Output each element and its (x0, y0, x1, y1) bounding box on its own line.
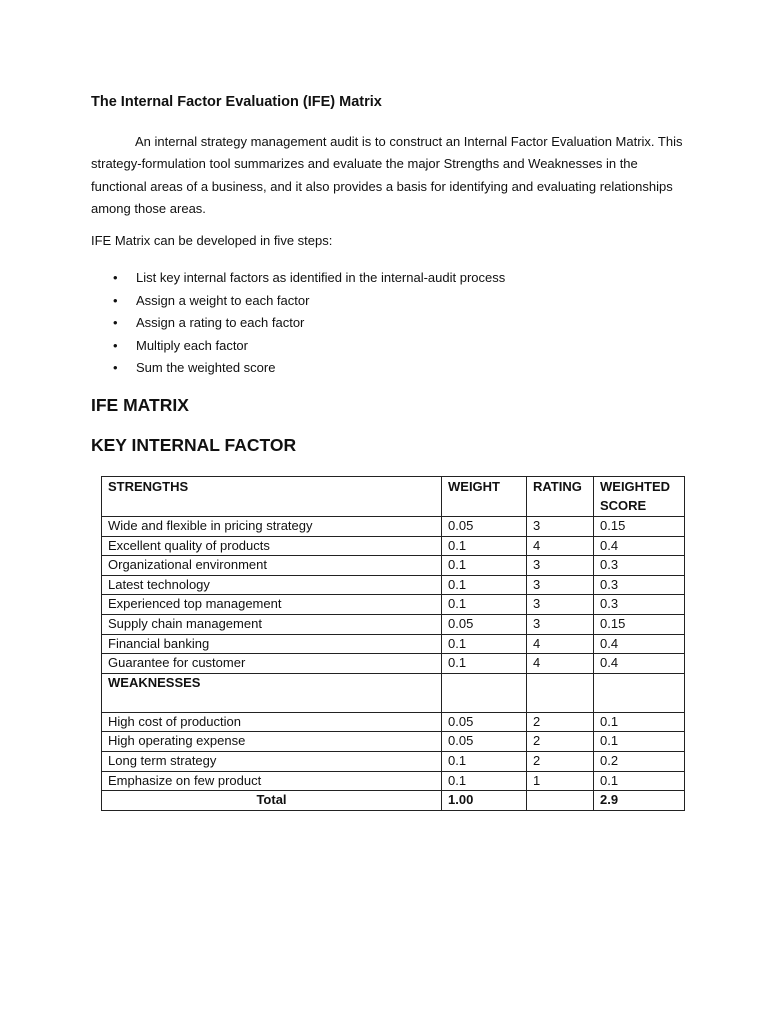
weighted-score-cell: 0.15 (594, 517, 685, 537)
empty-cell (594, 673, 685, 712)
key-internal-factor-heading: KEY INTERNAL FACTOR (91, 435, 297, 455)
rating-cell: 4 (527, 536, 594, 556)
weighted-score-cell: 0.15 (594, 614, 685, 634)
weighted-score-cell: 0.3 (594, 556, 685, 576)
header-strengths: STRENGTHS (102, 477, 442, 517)
weighted-score-cell: 2.9 (594, 791, 685, 811)
rating-cell: 2 (527, 751, 594, 771)
table-row (102, 595, 685, 615)
factor-cell: Latest technology (102, 575, 442, 595)
weight-cell: 0.1 (442, 575, 527, 595)
weight-cell: 0.1 (442, 595, 527, 615)
rating-cell: 3 (527, 556, 594, 576)
table-row (102, 614, 685, 634)
table-row (102, 712, 685, 732)
rating-cell: 4 (527, 634, 594, 654)
bullet-icon: • (113, 270, 118, 285)
table-row (102, 732, 685, 752)
weight-cell: 0.1 (442, 751, 527, 771)
list-item: • Multiply each factor (91, 335, 505, 358)
bullet-icon: • (113, 360, 118, 376)
weaknesses-section-row (102, 673, 685, 712)
weight-cell: 0.1 (442, 556, 527, 576)
weighted-score-cell: 0.1 (594, 712, 685, 732)
list-item: • Assign a weight to each factor (91, 290, 505, 313)
table-row (102, 634, 685, 654)
weight-cell: 0.05 (442, 732, 527, 752)
rating-cell (527, 791, 594, 811)
rating-cell: 3 (527, 614, 594, 634)
factor-cell: Supply chain management (102, 614, 442, 634)
weight-cell: 0.05 (442, 712, 527, 732)
document-title: The Internal Factor Evaluation (IFE) Matrix (91, 94, 382, 110)
table-row (102, 536, 685, 556)
factor-cell: Financial banking (102, 634, 442, 654)
factor-cell: Organizational environment (102, 556, 442, 576)
weighted-score-cell: 0.1 (594, 732, 685, 752)
weight-cell: 0.1 (442, 771, 527, 791)
ife-matrix-table (101, 476, 685, 811)
table-header-row (102, 477, 685, 517)
factor-cell: High cost of production (102, 712, 442, 732)
steps-lead: IFE Matrix can be developed in five steps: (91, 233, 333, 248)
factor-cell: Experienced top management (102, 595, 442, 615)
rating-cell: 2 (527, 712, 594, 732)
rating-cell: 2 (527, 732, 594, 752)
total-row (102, 791, 685, 811)
weight-cell: 0.05 (442, 517, 527, 537)
factor-cell: Total (102, 791, 442, 811)
weighted-score-cell: 0.3 (594, 595, 685, 615)
empty-cell (527, 673, 594, 712)
table-row (102, 751, 685, 771)
list-item: • Sum the weighted score (91, 357, 505, 380)
rating-cell: 1 (527, 771, 594, 791)
weighted-score-cell: 0.4 (594, 654, 685, 674)
bullet-icon: • (113, 292, 118, 308)
header-weighted-score: WEIGHTED SCORE (594, 477, 685, 517)
weighted-score-cell: 0.2 (594, 751, 685, 771)
weighted-score-cell: 0.4 (594, 634, 685, 654)
weight-cell: 0.1 (442, 536, 527, 556)
table-row (102, 517, 685, 537)
intro-text: An internal strategy management audit is to construct an Internal Factor Evaluation Matrix. This strategy-formulation tool summarizes and evaluate the major Strengths and Weaknesses in the functional areas of a business, and it also provides a basis for identifying and evaluating relationships among those areas. (91, 134, 683, 216)
table-row (102, 575, 685, 595)
weight-cell: 1.00 (442, 791, 527, 811)
factor-cell: Excellent quality of products (102, 536, 442, 556)
weight-cell: 0.05 (442, 614, 527, 634)
factor-cell: High operating expense (102, 732, 442, 752)
bullet-icon: • (113, 315, 118, 331)
weight-cell: 0.1 (442, 654, 527, 674)
factor-cell: Wide and flexible in pricing strategy (102, 517, 442, 537)
weight-cell: 0.1 (442, 634, 527, 654)
intro-paragraph (91, 131, 691, 220)
rating-cell: 4 (527, 654, 594, 674)
weighted-score-cell: 0.3 (594, 575, 685, 595)
factor-cell: Emphasize on few product (102, 771, 442, 791)
header-rating: RATING (527, 477, 594, 517)
weighted-score-cell: 0.4 (594, 536, 685, 556)
table-row (102, 771, 685, 791)
table-row (102, 654, 685, 674)
header-weight: WEIGHT (442, 477, 527, 517)
rating-cell: 3 (527, 575, 594, 595)
weaknesses-label: WEAKNESSES (102, 673, 442, 712)
empty-cell (442, 673, 527, 712)
steps-list (91, 267, 505, 380)
factor-cell: Long term strategy (102, 751, 442, 771)
factor-cell: Guarantee for customer (102, 654, 442, 674)
rating-cell: 3 (527, 517, 594, 537)
rating-cell: 3 (527, 595, 594, 615)
bullet-icon: • (113, 337, 118, 353)
list-item: • Assign a rating to each factor (91, 312, 505, 335)
weighted-score-cell: 0.1 (594, 771, 685, 791)
ife-matrix-heading: IFE MATRIX (91, 395, 189, 415)
list-item: • List key internal factors as identified in the internal-audit process (91, 267, 505, 290)
table-row (102, 556, 685, 576)
